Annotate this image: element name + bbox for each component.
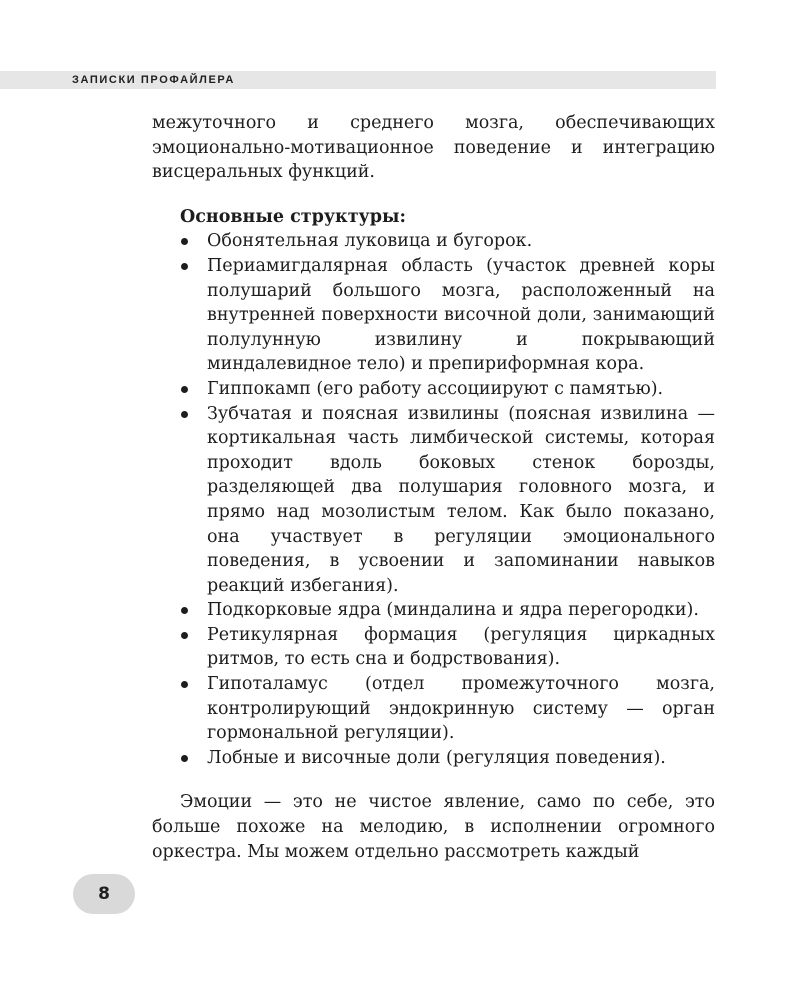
bullet-icon (181, 411, 188, 418)
list-item (152, 402, 715, 599)
list-item (152, 746, 715, 771)
list-item-text: Зубчатая и поясная извилины (поясная извилина — кортикальная часть лимбической системы, которая проходит вдоль боковых стенок борозды, разделяющей два полушария головного мозга, и прямо над мозолистым телом. Как было показано, она участвует в регуляции эмоционального поведения, в усвоении и запоминании навыков реакций избегания). (207, 403, 715, 596)
bullet-icon (181, 238, 188, 245)
list-item-text: Гипоталамус (отдел промежуточного мозга, контролирующий эндокринную систему — орган гормональной регуляции). (207, 674, 715, 744)
list-item (152, 672, 715, 746)
page-number-badge: 8 (73, 874, 135, 914)
bullet-icon (181, 607, 188, 614)
list-item (152, 623, 715, 672)
list-item-text: Периамигдалярная область (участок древней коры полушарий большого мозга, расположенный на внутренней поверхности височной доли, занимающий полулунную извилину и покрывающий миндалевидное тело) и препириформная кора. (207, 255, 715, 375)
list-item (152, 377, 715, 402)
list-item-text: Гиппокамп (его работу ассоциируют с памятью). (207, 378, 664, 399)
list-item (152, 254, 715, 377)
running-header-title: ЗАПИСКИ ПРОФАЙЛЕРА (72, 74, 235, 86)
bullet-icon (181, 386, 188, 393)
list-item-text: Подкорковые ядра (миндалина и ядра перегородки). (207, 600, 699, 621)
paragraph-emotions: Эмоции — это не чистое явление, само по себе, это больше похоже на мелодию, в исполнении огромного оркестра. Мы можем отдельно рассмотреть каждый (152, 792, 715, 862)
list-item (152, 598, 715, 623)
bullet-icon (181, 681, 188, 688)
list-item-text: Лобные и височные доли (регуляция поведения). (207, 747, 666, 768)
bullet-icon (181, 263, 188, 270)
bullet-icon (181, 755, 188, 762)
list-item (152, 229, 715, 254)
page-body (152, 111, 715, 864)
bullet-icon (181, 632, 188, 639)
section-heading: Основные структуры: (180, 206, 406, 227)
list-item-text: Обонятельная луковица и бугорок. (207, 231, 533, 252)
paragraph-continuation: межуточного и среднего мозга, обеспечивающих эмоционально-мотивационное поведение и интеграцию висцеральных функций. (152, 113, 715, 183)
list-item-text: Ретикулярная формация (регуляция циркадных ритмов, то есть сна и бодрствования). (207, 624, 715, 670)
structures-list (152, 229, 715, 770)
